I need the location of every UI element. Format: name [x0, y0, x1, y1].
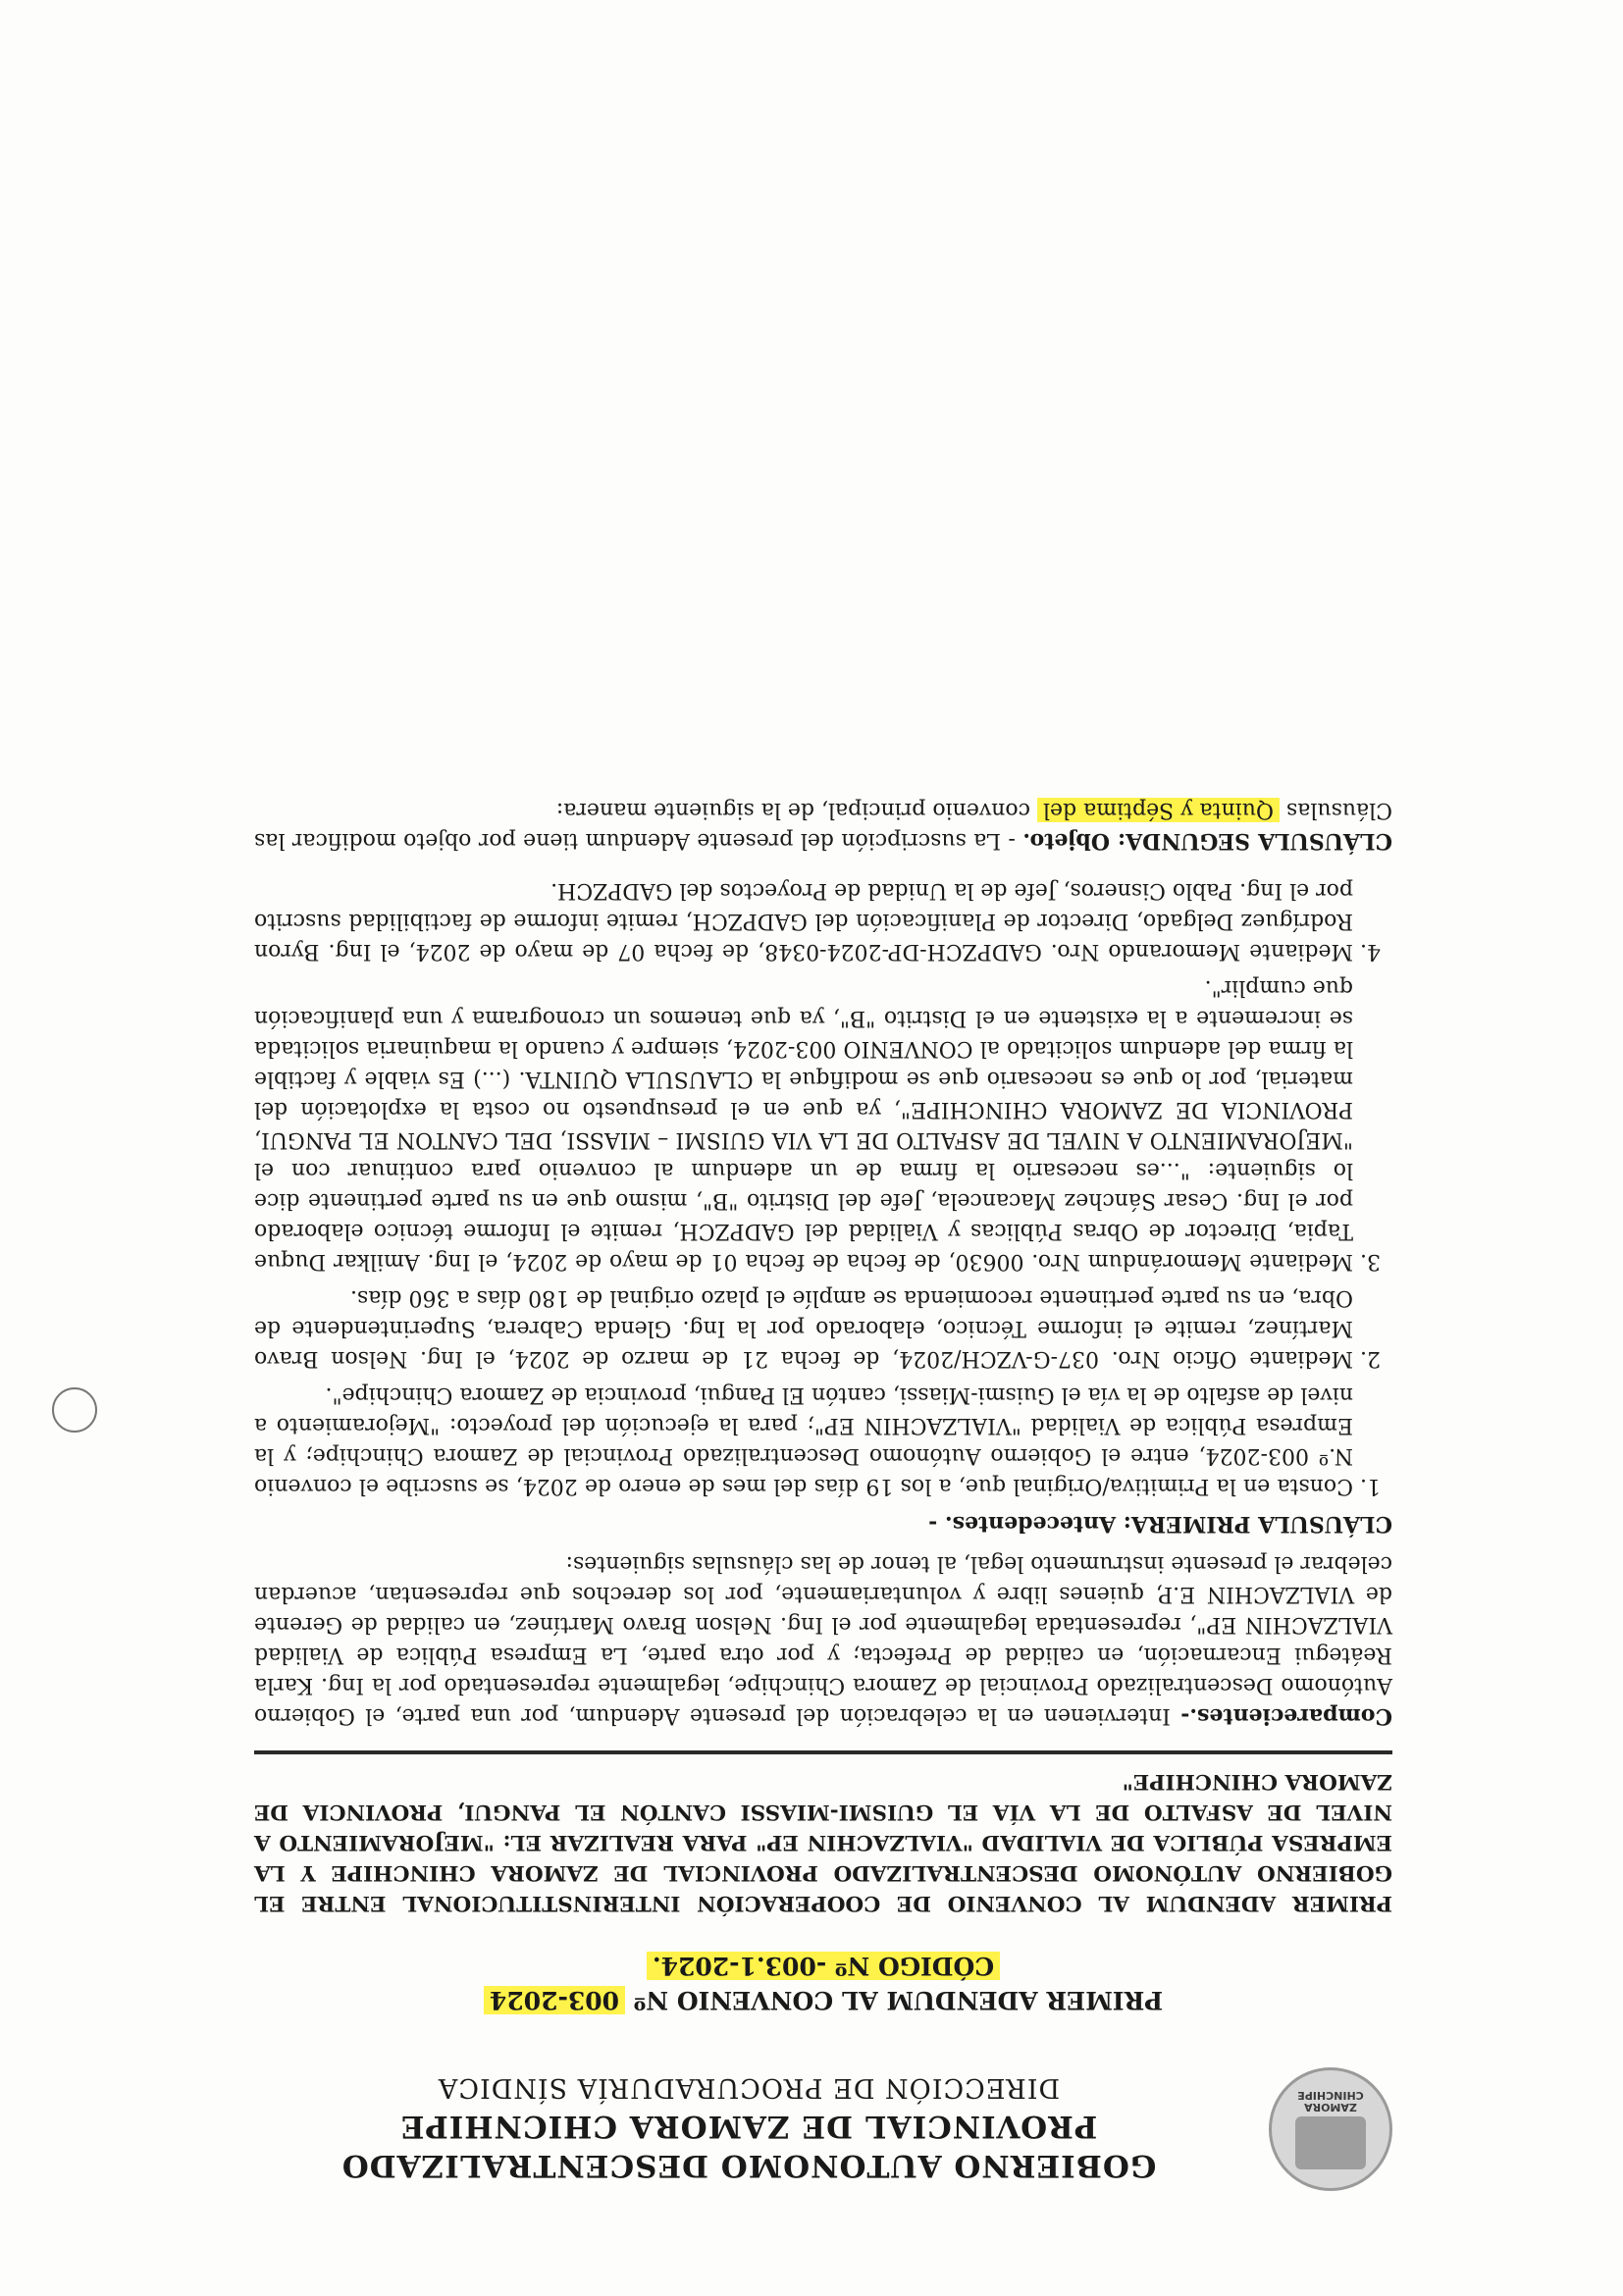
document-body: [254, 795, 1392, 2203]
convenio-number: 003-2024: [484, 1986, 625, 2014]
clausula-segunda-highlight: Quinta y Séptima del: [1037, 798, 1280, 822]
punch-hole: [52, 1387, 97, 1433]
clausula-segunda-text-after: convenio principal, de la siguiente manera:: [555, 798, 1037, 822]
codigo-line: [254, 1952, 1392, 1980]
codigo: CÓDIGO Nº -003.1-2024.: [647, 1952, 1000, 1980]
coat-of-arms-icon: [1295, 2116, 1366, 2169]
list-item: 1. Consta en la Primitiva/Original que, a los 19 días del mes de enero de 2024, se suscribe el convenio N.º 003-2024, entre el Gobierno Autónomo Descentralizado Provincial de Zamora Chinchipe; y la Empresa Pública de Vialidad "VIALZACHIN EP"; para la ejecución del proyecto: "Mejoramiento a nivel de asfalto de la vía el Guismi-Miassi, cantón El Pangui, provincia de Zamora Chinchipe".: [254, 1380, 1353, 1501]
department-name: DIRECCIÓN DE PROCURADURÍA SÍNDICA: [437, 2072, 1061, 2104]
comparecientes-lead: Comparecientes.-: [1180, 1703, 1392, 1729]
list-item: 2. Mediante Oficio Nro. 037-G-VZCH/2024, de fecha 21 de marzo de 2024, el Ing. Nelson Bravo Martínez, remite el informe Técnico, elaborado por la Ing. Glenda Cabrera, Superintendente de Obra, en su parte pertinente recomienda se amplíe el plazo original de 180 días a 360 días.: [254, 1282, 1353, 1374]
logo-text: ZAMORA CHINCHIPE: [1297, 2089, 1364, 2113]
comparecientes-text: Intervienen en la celebración del presente Adendum, por una parte, el Gobierno Autónomo Descentralizado Provincial de Zamora Chinchipe, legalmente representado por la Ing. Karla Reátegui Encarnación, en calidad de Prefecta; y por otra parte, La Empresa Pública de Vialidad VIALZACHIN EP", representada legalmente por el Ing. Nelson Bravo Martínez, en calidad de Gerente de VIALZACHIN E.P, quienes libre y voluntariamente, por los derechos que representan, acuerdan celebrar el presente instrumento legal, al tenor de las cláusulas siguientes:: [254, 1551, 1392, 1728]
prefectura-logo: [1269, 2067, 1392, 2191]
list-item: 4. Mediante Memorando Nro. GADPZCH-DP-2024-0348, de fecha 07 de mayo de 2024, el Ing. Byron Rodríguez Delgado, Director de Planificación del GADPZCH, remite informe de factibilidad suscrito por el Ing. Pablo Cisneros, Jefe de la Unidad de Proyectos del GADPZCH.: [254, 875, 1353, 966]
clausula-segunda-text-before: - La suscripción del presente Adendum tiene por objeto modificar las Cláusulas: [254, 798, 1392, 853]
comparecientes-paragraph: [254, 1548, 1392, 1731]
antecedentes-list: [254, 875, 1392, 1501]
convenio-line: [254, 1986, 1392, 2014]
clausula-segunda-paragraph: [254, 795, 1392, 856]
letterhead: [254, 2056, 1392, 2203]
document-title: PRIMER ADENDUM AL CONVENIO DE COOPERACIÓN INTERINSTITUCIONAL ENTRE EL GOBIERNO AUTÓNOMO DESCENTRALIZADO PROVINCIAL DE ZAMORA CHINCHIPE Y LA EMPRESA PÚBLICA DE VIALIDAD "VIALZACHIN EP" PARA REALIZAR EL: "MEJORAMIENTO A NIVEL DE ASFALTO DE LA VÍA EL GUISMI-MIASSI CANTÓN EL PANGUI, PROVINCIA DE ZAMORA CHINCHIPE": [254, 1769, 1392, 1915]
list-item: 3. Mediante Memorándum Nro. 00630, de fecha de fecha 01 de mayo de 2024, el Ing. Amilkar Duque Tapia, Director de Obras Públicas y Vialidad del GADPZCH, remite el Informe técnico elaborado por el Ing. Cesar Sánchez Macancela, Jefe del Distrito "B", mismo que en su parte pertinente dice lo siguiente: "...es necesario la firma de un adendum al convenio para continuar con el "MEJORAMIENTO A NIVEL DE ASFALTO DE LA VIA GUISMI – MIASSI, DEL CANTON EL PANGUI, PROVINCIA DE ZAMORA CHINCHIPE", ya que en el presupuesto no costa la explotación del material, por lo que es necesario que se modifique la CLAUSULA QUINTA. (...) Es viable y factible la firma del adendum solicitado al CONVENIO 003-2024, siempre y cuando la maquinaria solicitada se incremente a la existente en el Distrito "B", ya que tenemos un cronograma y una planificación que cumplir".: [254, 972, 1353, 1277]
convenio-prefix: PRIMER ADENDUM AL CONVENIO Nº: [633, 1986, 1164, 2014]
clausula-segunda-heading: CLÁUSULA SEGUNDA: Objeto.: [1022, 828, 1392, 854]
divider: [254, 1750, 1392, 1754]
organization-name: GOBIERNO AUTONOMO DESCENTRALIZADO PROVINCIAL DE ZAMORA CHICNHIPE: [340, 2109, 1157, 2184]
clausula-primera-heading: CLÁUSULA PRIMERA: Antecedentes. -: [928, 1511, 1392, 1537]
